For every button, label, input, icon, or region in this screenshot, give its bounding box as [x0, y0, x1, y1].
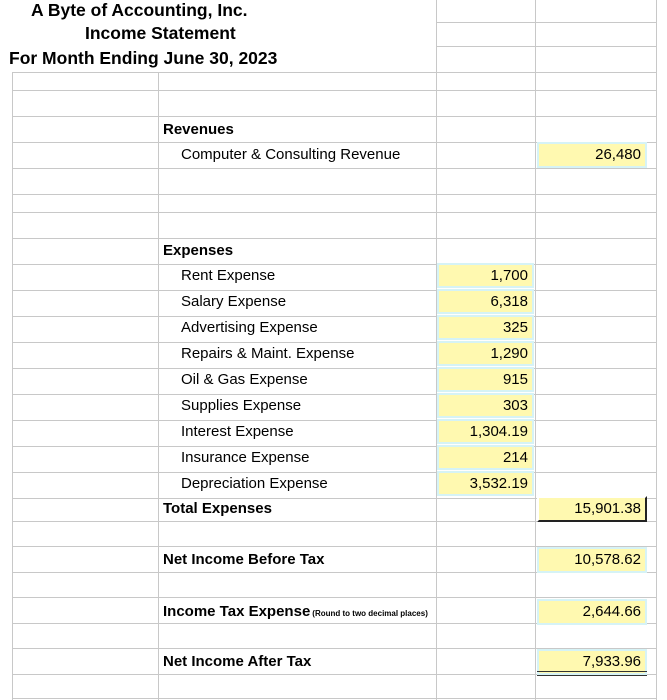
net-income-after-tax-label: Net Income After Tax	[163, 653, 312, 670]
revenue-item-label: Computer & Consulting Revenue	[181, 146, 401, 163]
expense-value-cell[interactable]: 214	[437, 445, 534, 470]
expense-item-label: Oil & Gas Expense	[181, 371, 308, 388]
double-underline	[537, 671, 647, 676]
net-income-after-tax-cell[interactable]: 7,933.96	[537, 649, 647, 675]
expense-item-label: Depreciation Expense	[181, 475, 328, 492]
expense-value-cell[interactable]: 1,290	[437, 341, 534, 366]
expense-item-label: Insurance Expense	[181, 449, 310, 466]
revenue-value-cell[interactable]: 26,480	[537, 142, 647, 168]
expense-value-cell[interactable]: 1,700	[437, 263, 534, 288]
expenses-heading: Expenses	[163, 242, 234, 259]
expense-item-label: Salary Expense	[181, 293, 287, 310]
expense-item-label: Supplies Expense	[181, 397, 302, 414]
total-expenses-label: Total Expenses	[163, 500, 272, 517]
rounding-note: (Round to two decimal places)	[312, 609, 428, 618]
expense-item-label: Advertising Expense	[181, 319, 318, 336]
revenues-heading: Revenues	[163, 121, 234, 138]
expense-value-cell[interactable]: 6,318	[437, 289, 534, 314]
expense-item-label: Repairs & Maint. Expense	[181, 345, 355, 362]
expense-value-cell[interactable]: 915	[437, 367, 534, 392]
expense-item-label: Interest Expense	[181, 423, 294, 440]
net-income-before-tax-cell[interactable]: 10,578.62	[537, 547, 647, 573]
income-tax-cell[interactable]: 2,644.66	[537, 599, 647, 625]
expense-value-cell[interactable]: 3,532.19	[437, 471, 534, 496]
expense-value-cell[interactable]: 325	[437, 315, 534, 340]
income-tax-label-text: Income Tax Expense	[163, 603, 311, 620]
company-name: A Byte of Accounting, Inc.	[31, 0, 248, 20]
income-tax-label	[163, 603, 428, 620]
expense-value-cell[interactable]: 303	[437, 393, 534, 418]
expense-value-cell[interactable]: 1,304.19	[437, 419, 534, 444]
total-expenses-cell[interactable]: 15,901.38	[537, 496, 647, 522]
statement-period: For Month Ending June 30, 2023	[9, 48, 278, 68]
statement-title: Income Statement	[85, 23, 236, 43]
net-income-before-tax-label: Net Income Before Tax	[163, 551, 325, 568]
expense-item-label: Rent Expense	[181, 267, 276, 284]
